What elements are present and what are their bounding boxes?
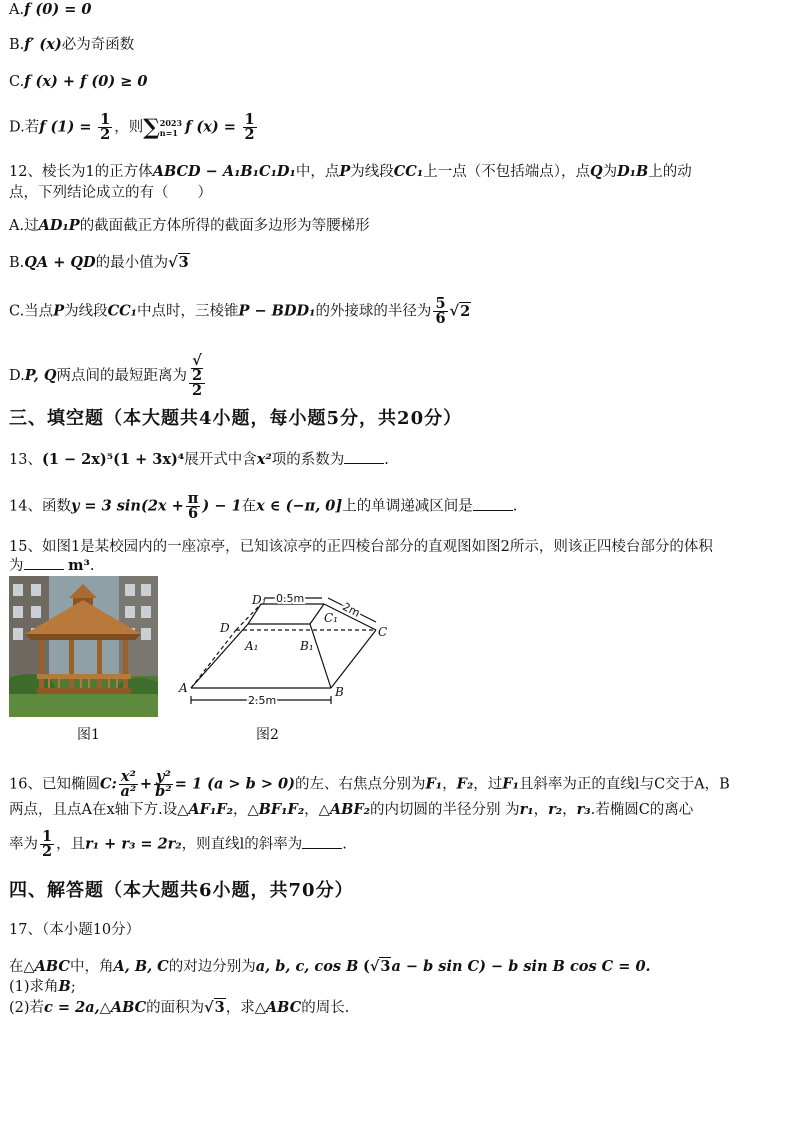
label-side-length: 2m (340, 600, 363, 620)
q15-line-1: 15、如图1是某校园内的一座凉亭，已知该凉亭的正四棱台部分的直观图如图2所示，则该正四棱台部分的体积 (9, 539, 713, 555)
math-expression: AD₁P (38, 217, 80, 234)
fraction: $\frac{5}{6}$ (435, 295, 446, 327)
fraction: $\frac{1}{2}$ (42, 828, 53, 860)
figure-2-caption: 图2 (256, 727, 279, 743)
label-C1: C₁ (324, 611, 338, 625)
math-expression: P, Q (24, 367, 57, 384)
q16-line-1: 16、已知椭圆C: $\frac{\text{x²}}{\text{a²}}$ + $\frac{\text{y²}}{\text{b²}}$ = 1 (a > b > 0)的左、右焦点分别为F₁，F₂，过F₁且斜率为正的直线l与C交于A，B (9, 768, 730, 800)
fraction: √ 2 2 (189, 354, 205, 398)
option-label: A. (9, 2, 25, 18)
sum-symbol: ∑ (143, 114, 160, 141)
q12-option-c: C.当点P为线段CC₁中点时，三棱锥P − BDD₁的外接球的半径为 $\frac{5}{6}$ √2 (9, 295, 471, 327)
math-expression: ABCD − A₁B₁C₁D₁ (152, 163, 296, 180)
q11-option-c (9, 72, 148, 92)
label-top-length: 0.5m (276, 592, 305, 605)
option-label: C. (9, 74, 25, 90)
frustum-diagram (176, 588, 391, 710)
sqrt: √3 (168, 254, 189, 271)
answer-blank[interactable] (24, 557, 64, 570)
q12-line-2: 点，下列结论成立的有（ ） (9, 185, 212, 201)
label-D1: D₁ (252, 593, 267, 607)
pavilion-photo (9, 576, 158, 717)
label-B1: B₁ (300, 639, 314, 653)
q15-line-2: 为 m³. (9, 557, 95, 574)
sum-limits: 2023 n=1 (159, 117, 183, 138)
option-text: ，则 (114, 119, 144, 136)
q14: 14、函数y = 3 sin(2x + $\frac{\pi}{6}$ ) − 1在x ∈ (−π, 0]上的单调递减区间是 . (9, 490, 518, 522)
math-expression: f (x) + f (0) ≥ 0 (24, 73, 148, 90)
sqrt: √3 (204, 999, 225, 1016)
answer-blank[interactable] (302, 836, 342, 849)
section-heading-solutions: 四、解答题（本大题共6小题，共70分） (9, 880, 354, 901)
q16-line-3: 率为 $\frac{1}{2}$ ，且r₁ + r₃ = 2r₂，则直线l的斜率为 . (9, 828, 347, 860)
sqrt: √2 (449, 302, 471, 320)
math-expression: f (x) = (185, 118, 236, 136)
option-text: 必为奇函数 (61, 37, 135, 53)
q16-line-2: 两点，且点A在x轴下方.设△AF₁F₂，△BF₁F₂，△ABF₂的内切圆的半径分别 为r₁，r₂，r₃.若椭圆C的离心 (9, 801, 694, 818)
q12-option-d: D.P, Q两点间的最短距离为 √ 2 2 (9, 354, 207, 398)
q17-part-1: (1)求角B; (9, 978, 76, 995)
fraction: $\frac{\text{x²}}{\text{a²}}$ (120, 768, 137, 800)
q12-option-b: B.QA + QD的最小值为√3 (9, 254, 189, 271)
q13: 13、(1 − 2x)⁵(1 + 3x)⁴展开式中含x²项的系数为 . (9, 451, 389, 468)
q12-line-1: 12、棱长为1的正方体ABCD − A₁B₁C₁D₁中，点P为线段CC₁上一点（不包括端点），点Q为D₁B上的动 (9, 163, 692, 180)
label-B: B (335, 685, 344, 699)
answer-blank[interactable] (344, 451, 384, 464)
answer-blank[interactable] (473, 498, 513, 511)
math-expression: f (0) = 0 (24, 1, 92, 18)
q11-option-d (9, 113, 259, 142)
q17-part-2: (2)若c = 2a,△ABC的面积为√3，求△ABC的周长. (9, 999, 350, 1016)
label-A: A (179, 681, 188, 695)
q11-option-a (9, 0, 92, 20)
fraction: $\frac{1}{2}$ (100, 111, 111, 143)
q11-option-b (9, 35, 134, 55)
fraction: $\frac{\pi}{6}$ (187, 490, 199, 522)
section-heading-fill-blank: 三、填空题（本大题共4小题，每小题5分，共20分） (9, 408, 463, 429)
option-label: B. (9, 37, 25, 53)
q17-heading: 17、（本小题10分） (9, 922, 141, 938)
label-A1: A₁ (245, 639, 259, 653)
fraction: $\frac{1}{2}$ (244, 111, 255, 143)
figure-1-caption: 图1 (77, 727, 100, 743)
math-expression: QA + QD (24, 254, 96, 271)
label-D: D (220, 621, 230, 635)
sqrt: √3 (369, 958, 391, 975)
math-expression: P − BDD₁ (238, 302, 316, 320)
q17-statement: 在△ABC中，角A, B, C的对边分别为a, b, c, cos B (√3a − b sin C) − b sin B cos C = 0. (9, 958, 651, 975)
label-bottom-length: 2.5m (248, 694, 277, 707)
math-expression: f′ (x) (24, 36, 62, 53)
fraction: $\frac{\text{y²}}{\text{b²}}$ (155, 768, 172, 800)
math-expression: f (1) = (39, 118, 92, 136)
q12-option-a: A.过AD₁P的截面截正方体所得的截面多边形为等腰梯形 (9, 217, 370, 234)
math-expression: y = 3 sin(2x + (70, 497, 184, 515)
label-C: C (378, 625, 388, 639)
option-label: D.若 (9, 119, 40, 136)
math-expression: (1 − 2x)⁵(1 + 3x)⁴ (41, 451, 185, 468)
